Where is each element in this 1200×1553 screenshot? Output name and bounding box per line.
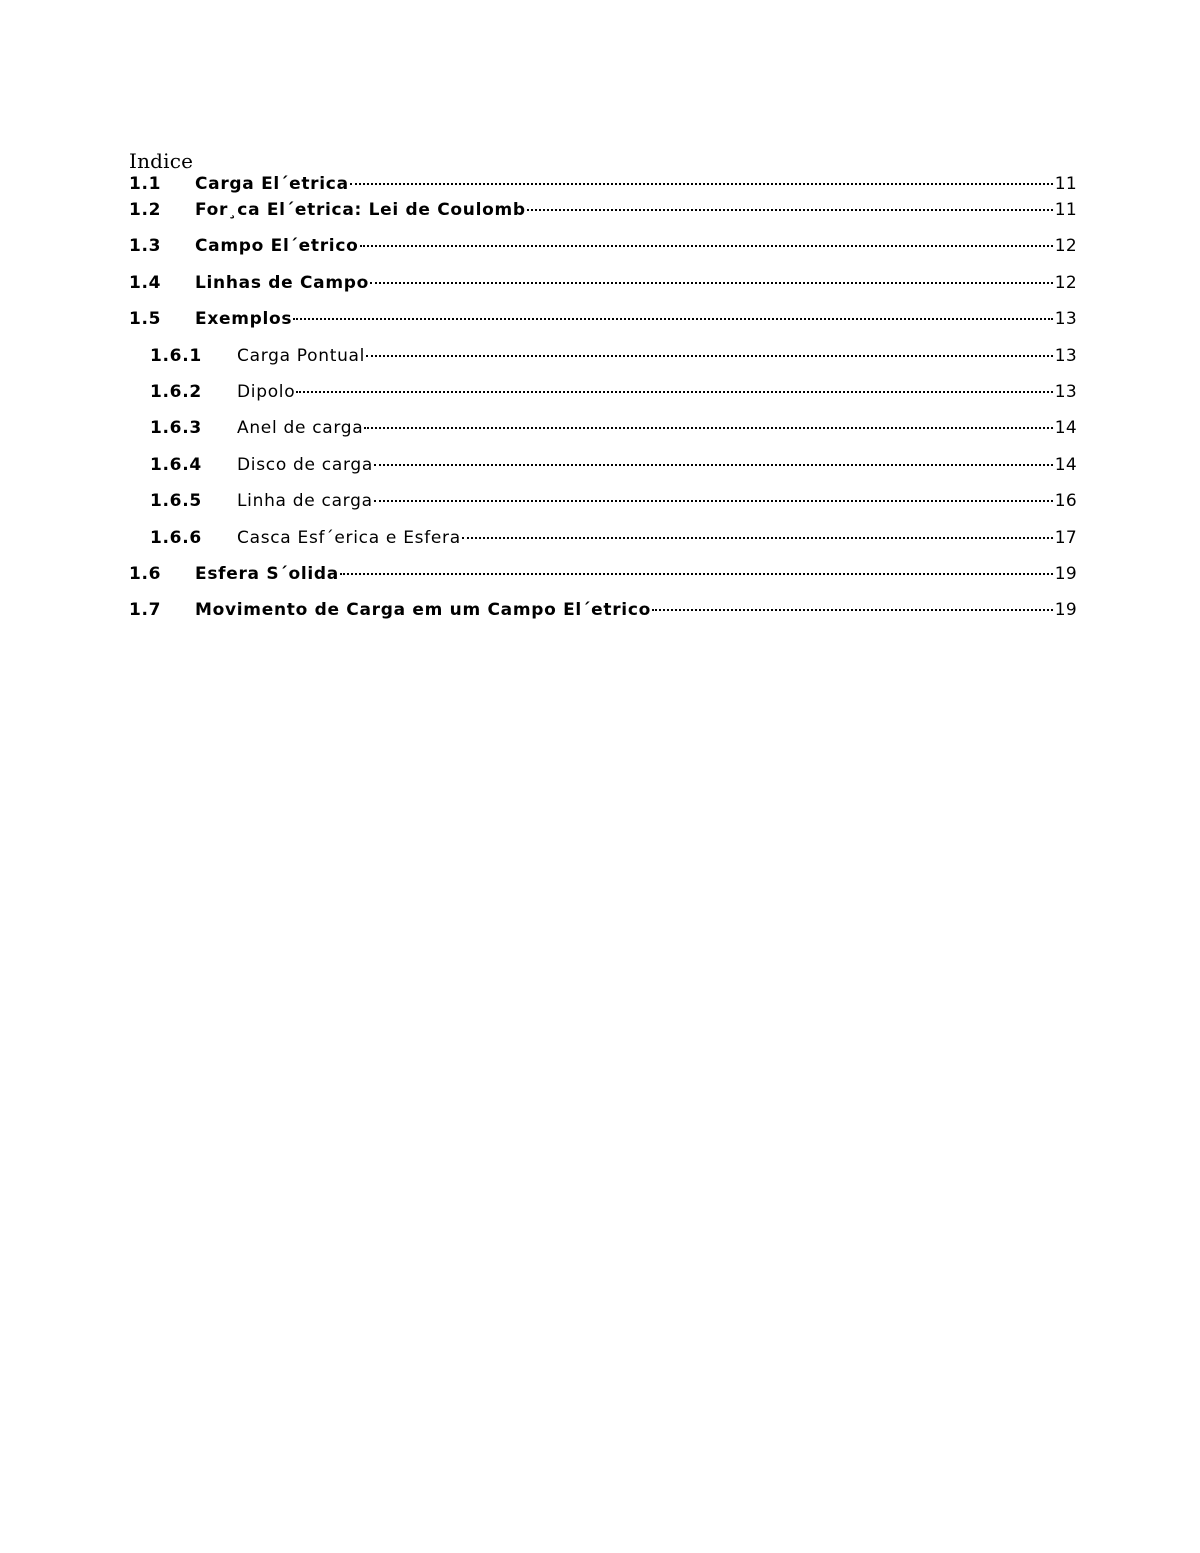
toc-dot-leader: [350, 183, 1053, 185]
toc-entry[interactable]: [129, 564, 1077, 600]
toc-dot-leader: [366, 355, 1053, 357]
toc-title: Indice: [129, 149, 194, 173]
toc-entry-number: 1.6.3: [150, 418, 202, 439]
toc-entry-number: 1.6.1: [150, 345, 202, 366]
toc-entry[interactable]: [129, 309, 1077, 345]
toc-entry-page-number: 11: [1054, 174, 1077, 194]
toc-entry-number: 1.6.6: [150, 527, 202, 548]
toc-dot-leader: [340, 573, 1053, 575]
toc-entry-number: 1.4: [129, 272, 162, 293]
toc-entry-number: 1.1: [129, 174, 162, 194]
toc-entry-page-number: 13: [1054, 309, 1077, 330]
toc-entry-page-number: 16: [1054, 491, 1077, 512]
toc-entry[interactable]: [129, 418, 1077, 454]
toc-entry-title[interactable]: Esfera S´olida: [195, 563, 339, 584]
toc-entry-number: 1.6.2: [150, 381, 202, 402]
toc-entry-page-number: 19: [1054, 563, 1077, 584]
toc-entry-number: 1.3: [129, 236, 162, 257]
toc-entry[interactable]: [129, 382, 1077, 418]
toc-entry[interactable]: [129, 236, 1077, 272]
toc-entry-number: 1.6.5: [150, 491, 202, 512]
toc-entry-title[interactable]: Campo El´etrico: [195, 236, 359, 257]
toc-entry[interactable]: [129, 273, 1077, 309]
toc-entry-number: 1.6.4: [150, 454, 202, 475]
toc-dot-leader: [296, 391, 1052, 393]
toc-entry-title[interactable]: Dipolo: [237, 381, 296, 402]
toc-entry-page-number: 13: [1054, 345, 1077, 366]
toc-entry-title[interactable]: For¸ca El´etrica: Lei de Coulomb: [195, 200, 526, 220]
toc-dot-leader: [364, 427, 1052, 429]
table-of-contents: [129, 148, 1077, 637]
toc-entry-page-number: 17: [1054, 527, 1077, 548]
toc-entry-page-number: 12: [1054, 236, 1077, 257]
toc-list: [129, 174, 1077, 637]
toc-dot-leader: [360, 245, 1053, 247]
toc-entry-title[interactable]: Linhas de Campo: [195, 272, 370, 293]
toc-entry-page-number: 12: [1054, 272, 1077, 293]
toc-entry-number: 1.7: [129, 600, 162, 621]
toc-entry[interactable]: [129, 455, 1077, 491]
toc-dot-leader: [374, 464, 1053, 466]
toc-entry-title[interactable]: Casca Esf´erica e Esfera: [237, 527, 461, 548]
toc-dot-leader: [374, 500, 1053, 502]
toc-entry[interactable]: [129, 346, 1077, 382]
toc-entry[interactable]: [129, 200, 1077, 236]
toc-entry-title[interactable]: Exemplos: [195, 309, 293, 330]
toc-dot-leader: [462, 537, 1053, 539]
toc-entry-page-number: 14: [1054, 454, 1077, 475]
toc-entry-page-number: 13: [1054, 381, 1077, 402]
toc-entry[interactable]: [129, 491, 1077, 527]
toc-entry[interactable]: [129, 528, 1077, 564]
toc-dot-leader: [652, 609, 1053, 611]
toc-entry-page-number: 14: [1054, 418, 1077, 439]
toc-entry-number: 1.6: [129, 563, 162, 584]
toc-entry-number: 1.5: [129, 309, 162, 330]
toc-dot-leader: [527, 209, 1053, 211]
toc-entry-page-number: 11: [1054, 200, 1077, 220]
toc-entry-page-number: 19: [1054, 600, 1077, 621]
toc-entry-title[interactable]: Carga El´etrica: [195, 174, 349, 194]
toc-dot-leader: [293, 318, 1053, 320]
toc-dot-leader: [370, 282, 1053, 284]
toc-entry[interactable]: [129, 600, 1077, 636]
toc-entry-title[interactable]: Movimento de Carga em um Campo El´etrico: [195, 600, 651, 621]
toc-entry-title[interactable]: Anel de carga: [237, 418, 364, 439]
toc-entry[interactable]: [129, 174, 1077, 200]
toc-entry-title[interactable]: Linha de carga: [237, 491, 373, 512]
toc-entry-number: 1.2: [129, 200, 162, 220]
toc-entry-title[interactable]: Disco de carga: [237, 454, 373, 475]
toc-entry-title[interactable]: Carga Pontual: [237, 345, 366, 366]
